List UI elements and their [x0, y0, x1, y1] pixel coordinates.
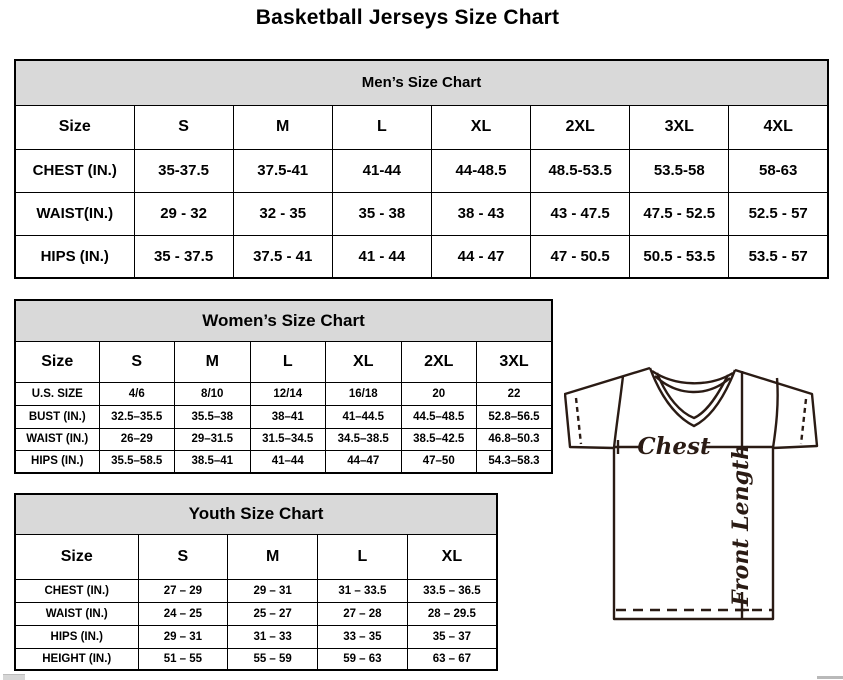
chest-label: Chest	[637, 433, 711, 460]
table-cell: 53.5-58	[630, 149, 729, 192]
column-header: 3XL	[477, 341, 553, 382]
table-cell: 38–41	[250, 405, 326, 428]
table-row	[15, 625, 497, 648]
youth-size-chart-table	[14, 493, 498, 671]
jersey-left-cuff-dashed	[576, 398, 581, 444]
column-header: S	[99, 341, 175, 382]
table-row	[15, 192, 828, 235]
row-label: HIPS (IN.)	[15, 235, 134, 278]
table-cell: 50.5 - 53.5	[630, 235, 729, 278]
table-cell: 35 – 37	[407, 625, 497, 648]
table-cell: 27 – 29	[138, 579, 228, 602]
table-cell: 37.5 - 41	[233, 235, 332, 278]
table-cell: 38 - 43	[431, 192, 530, 235]
table-cell: 35-37.5	[134, 149, 233, 192]
table-cell: 59 – 63	[318, 648, 408, 670]
table-cell: 43 - 47.5	[531, 192, 630, 235]
row-label: WAIST(IN.)	[15, 192, 134, 235]
row-label: HEIGHT (IN.)	[15, 648, 138, 670]
column-header: XL	[407, 534, 497, 579]
column-header-row	[15, 105, 828, 149]
table-row	[15, 450, 552, 473]
column-header: M	[175, 341, 251, 382]
table-cell: 52.5 - 57	[729, 192, 828, 235]
table-cell: 41–44.5	[326, 405, 402, 428]
column-header: 4XL	[729, 105, 828, 149]
table-cell: 35.5–58.5	[99, 450, 175, 473]
table-cell: 47.5 - 52.5	[630, 192, 729, 235]
womens-size-chart-table	[14, 299, 553, 474]
table-cell: 29 - 32	[134, 192, 233, 235]
table-row	[15, 428, 552, 450]
table-cell: 41 - 44	[332, 235, 431, 278]
table-row	[15, 235, 828, 278]
table-cell: 8/10	[175, 382, 251, 405]
column-header: Size	[15, 534, 138, 579]
table-section-header-row	[15, 60, 828, 105]
row-label: WAIST (IN.)	[15, 428, 99, 450]
table-cell: 44 - 47	[431, 235, 530, 278]
table-cell: 63 – 67	[407, 648, 497, 670]
table-row	[15, 405, 552, 428]
table-cell: 41-44	[332, 149, 431, 192]
table-row	[15, 382, 552, 405]
table-cell: 54.3–58.3	[477, 450, 553, 473]
row-label: BUST (IN.)	[15, 405, 99, 428]
column-header: XL	[326, 341, 402, 382]
jersey-right-cuff-dashed	[801, 399, 806, 444]
jersey-right-seam	[773, 378, 778, 448]
column-header: XL	[431, 105, 530, 149]
womens-chart-heading: Women’s Size Chart	[15, 300, 552, 341]
table-cell: 22	[477, 382, 553, 405]
table-cell: 58-63	[729, 149, 828, 192]
table-cell: 27 – 28	[318, 602, 408, 625]
table-cell: 44–47	[326, 450, 402, 473]
column-header: L	[250, 341, 326, 382]
jersey-collar-band-upper	[652, 371, 733, 383]
table-cell: 37.5-41	[233, 149, 332, 192]
row-label: CHEST (IN.)	[15, 149, 134, 192]
column-header: 3XL	[630, 105, 729, 149]
table-cell: 33 – 35	[318, 625, 408, 648]
jersey-outline	[565, 368, 817, 619]
table-cell: 20	[401, 382, 477, 405]
table-cell: 35.5–38	[175, 405, 251, 428]
table-cell: 31.5–34.5	[250, 428, 326, 450]
table-cell: 55 – 59	[228, 648, 318, 670]
mens-size-chart-table	[14, 59, 829, 279]
column-header: 2XL	[401, 341, 477, 382]
row-label: U.S. SIZE	[15, 382, 99, 405]
table-row	[15, 602, 497, 625]
table-cell: 25 – 27	[228, 602, 318, 625]
table-cell: 38.5–42.5	[401, 428, 477, 450]
column-header: Size	[15, 105, 134, 149]
youth-chart-heading: Youth Size Chart	[15, 494, 497, 534]
table-cell: 32.5–35.5	[99, 405, 175, 428]
table-row	[15, 579, 497, 602]
column-header-row	[15, 341, 552, 382]
table-cell: 32 - 35	[233, 192, 332, 235]
table-cell: 29–31.5	[175, 428, 251, 450]
row-label: WAIST (IN.)	[15, 602, 138, 625]
row-label: CHEST (IN.)	[15, 579, 138, 602]
row-label: HIPS (IN.)	[15, 450, 99, 473]
table-cell: 38.5–41	[175, 450, 251, 473]
column-header: M	[228, 534, 318, 579]
table-cell: 31 – 33.5	[318, 579, 408, 602]
jersey-measurement-diagram	[564, 366, 822, 624]
table-cell: 48.5-53.5	[531, 149, 630, 192]
table-cell: 24 – 25	[138, 602, 228, 625]
table-cell: 35 - 37.5	[134, 235, 233, 278]
front-length-label: Front Length	[728, 443, 754, 607]
table-cell: 16/18	[326, 382, 402, 405]
table-cell: 47–50	[401, 450, 477, 473]
row-label: HIPS (IN.)	[15, 625, 138, 648]
table-cell: 4/6	[99, 382, 175, 405]
table-cell: 34.5–38.5	[326, 428, 402, 450]
table-cell: 26–29	[99, 428, 175, 450]
table-row	[15, 648, 497, 670]
cropped-element-bottom-left	[3, 674, 25, 680]
mens-chart-heading: Men’s Size Chart	[15, 60, 828, 105]
column-header: L	[318, 534, 408, 579]
column-header: S	[138, 534, 228, 579]
table-cell: 12/14	[250, 382, 326, 405]
table-cell: 46.8–50.3	[477, 428, 553, 450]
table-row	[15, 149, 828, 192]
table-cell: 35 - 38	[332, 192, 431, 235]
column-header: M	[233, 105, 332, 149]
column-header: L	[332, 105, 431, 149]
table-cell: 33.5 – 36.5	[407, 579, 497, 602]
table-cell: 29 – 31	[228, 579, 318, 602]
table-section-header-row	[15, 300, 552, 341]
table-cell: 44.5–48.5	[401, 405, 477, 428]
table-cell: 28 – 29.5	[407, 602, 497, 625]
table-cell: 47 - 50.5	[531, 235, 630, 278]
table-cell: 51 – 55	[138, 648, 228, 670]
table-section-header-row	[15, 494, 497, 534]
column-header-row	[15, 534, 497, 579]
table-cell: 44-48.5	[431, 149, 530, 192]
table-cell: 41–44	[250, 450, 326, 473]
column-header: Size	[15, 341, 99, 382]
jersey-diagram-svg	[564, 366, 822, 624]
table-cell: 29 – 31	[138, 625, 228, 648]
column-header: 2XL	[531, 105, 630, 149]
column-header: S	[134, 105, 233, 149]
jersey-left-seam	[614, 376, 623, 448]
table-cell: 31 – 33	[228, 625, 318, 648]
table-cell: 52.8–56.5	[477, 405, 553, 428]
table-cell: 53.5 - 57	[729, 235, 828, 278]
page-title: Basketball Jerseys Size Chart	[255, 6, 560, 29]
